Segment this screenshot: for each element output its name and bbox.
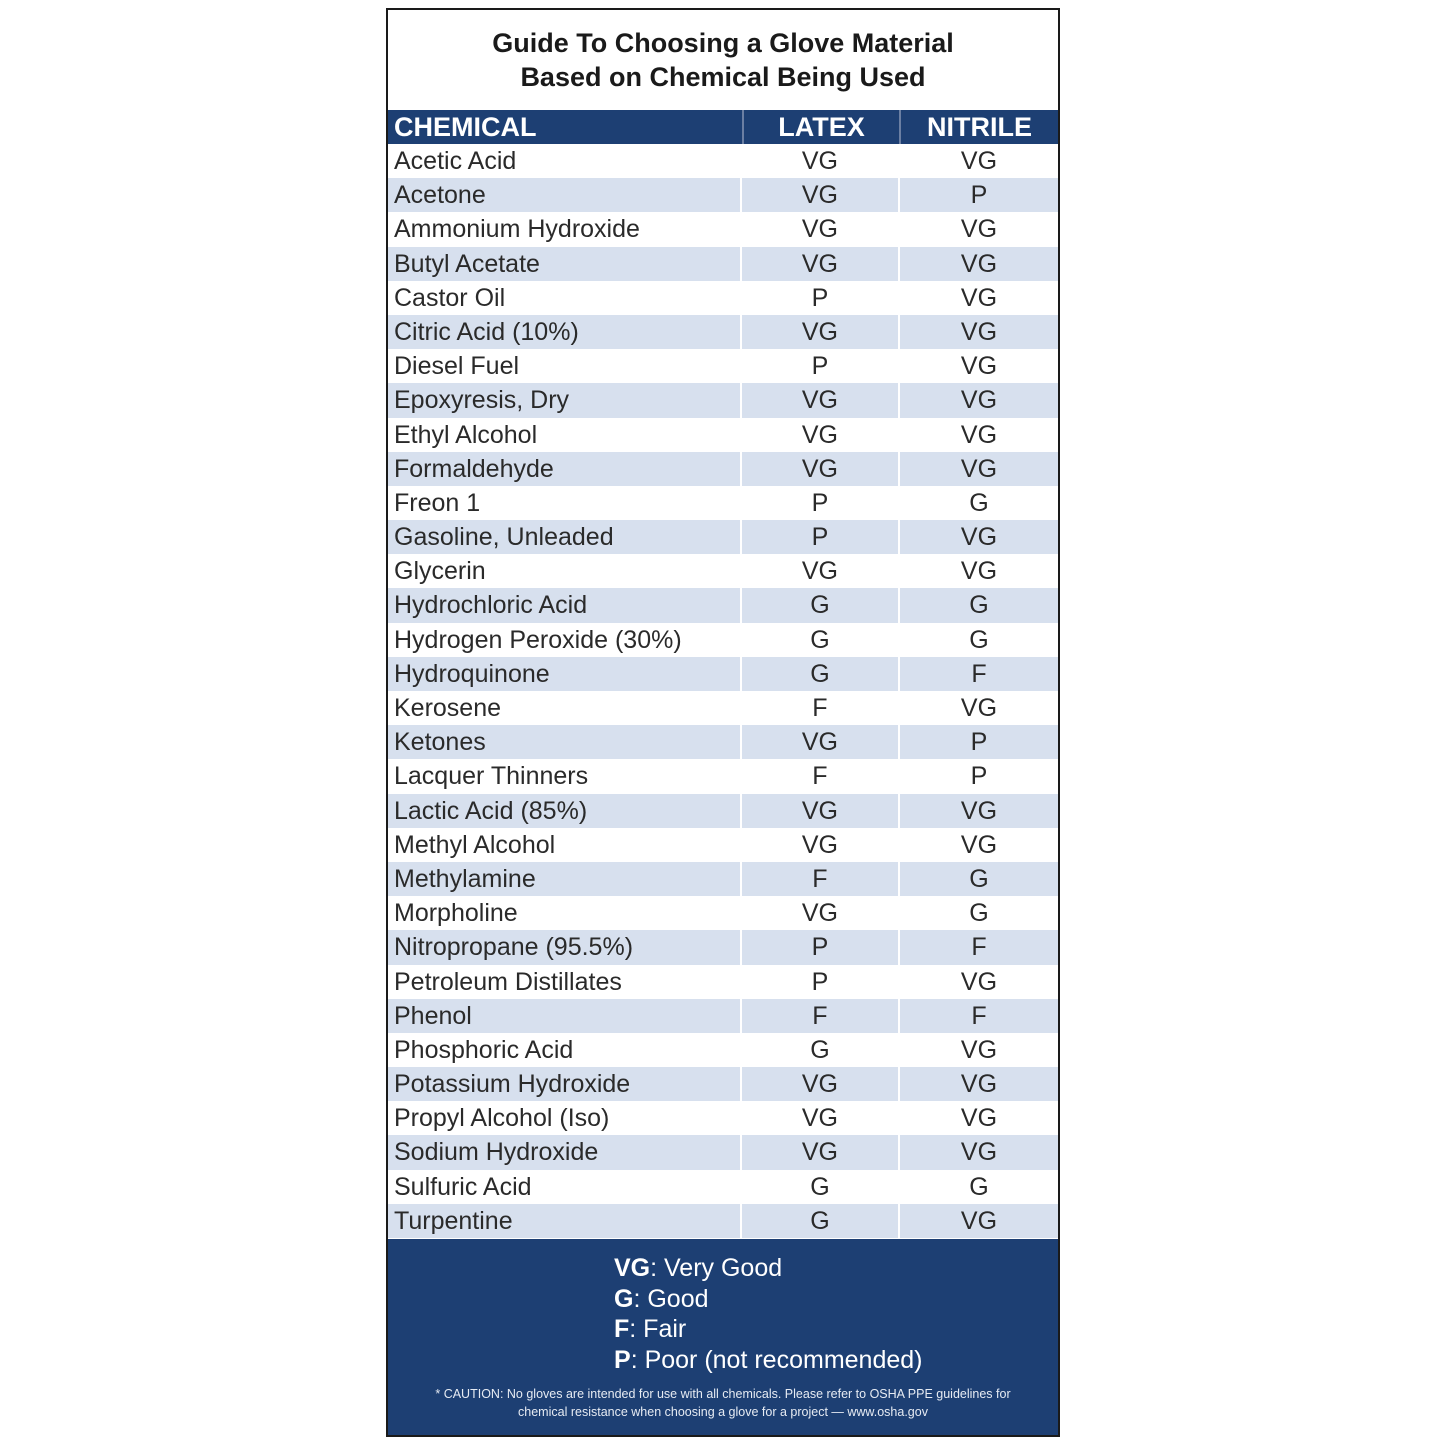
table-row bbox=[388, 144, 1058, 178]
cell-nitrile: VG bbox=[898, 1067, 1058, 1101]
table-row bbox=[388, 281, 1058, 315]
cell-chemical: Hydrochloric Acid bbox=[394, 591, 588, 620]
cell-chemical: Lactic Acid (85%) bbox=[394, 796, 588, 825]
cell-chemical: Sodium Hydroxide bbox=[394, 1138, 599, 1167]
cell-nitrile: G bbox=[898, 896, 1058, 930]
legend-item bbox=[614, 1345, 922, 1376]
cell-chemical: Diesel Fuel bbox=[394, 352, 520, 381]
cell-nitrile: VG bbox=[898, 383, 1058, 417]
legend-item bbox=[614, 1314, 922, 1345]
cell-latex: G bbox=[740, 623, 898, 657]
cell-nitrile: VG bbox=[898, 212, 1058, 246]
legend-item bbox=[614, 1284, 922, 1315]
cell-chemical: Castor Oil bbox=[394, 283, 506, 312]
chemical-resistance-table bbox=[388, 110, 1058, 1238]
cell-latex: VG bbox=[740, 452, 898, 486]
cell-nitrile: F bbox=[898, 657, 1058, 691]
legend-code: VG bbox=[614, 1254, 651, 1282]
table-row bbox=[388, 930, 1058, 964]
cell-nitrile: VG bbox=[898, 144, 1058, 178]
cell-nitrile: P bbox=[898, 725, 1058, 759]
table-row bbox=[388, 383, 1058, 417]
cell-latex: VG bbox=[740, 828, 898, 862]
legend-list bbox=[614, 1253, 922, 1375]
cell-nitrile: G bbox=[898, 486, 1058, 520]
cell-latex: VG bbox=[740, 383, 898, 417]
cell-latex: VG bbox=[740, 794, 898, 828]
cell-latex: G bbox=[740, 657, 898, 691]
cell-nitrile: G bbox=[898, 862, 1058, 896]
legend-description: : Poor (not recommended) bbox=[630, 1345, 923, 1374]
cell-chemical: Lacquer Thinners bbox=[394, 762, 589, 791]
cell-nitrile: G bbox=[898, 1170, 1058, 1204]
table-row bbox=[388, 828, 1058, 862]
cell-nitrile: P bbox=[898, 178, 1058, 212]
table-row bbox=[388, 349, 1058, 383]
cell-nitrile: VG bbox=[898, 1135, 1058, 1169]
cell-chemical: Citric Acid (10%) bbox=[394, 317, 579, 346]
cell-chemical: Methylamine bbox=[394, 864, 536, 893]
cell-nitrile: VG bbox=[898, 1101, 1058, 1135]
cell-nitrile: G bbox=[898, 623, 1058, 657]
cell-nitrile: VG bbox=[898, 418, 1058, 452]
cell-latex: G bbox=[740, 1204, 898, 1238]
cell-chemical: Kerosene bbox=[394, 694, 502, 722]
cell-nitrile: VG bbox=[898, 247, 1058, 281]
table-row bbox=[388, 1170, 1058, 1204]
cell-latex: P bbox=[740, 520, 898, 554]
table-row bbox=[388, 691, 1058, 725]
legend-description: : Very Good bbox=[650, 1254, 783, 1282]
table-row bbox=[388, 657, 1058, 691]
header-nitrile: NITRILE bbox=[899, 110, 1058, 144]
cell-nitrile: VG bbox=[898, 1204, 1058, 1238]
table-row bbox=[388, 759, 1058, 793]
cell-latex: P bbox=[740, 281, 898, 315]
cell-latex: G bbox=[740, 1170, 898, 1204]
header-latex: LATEX bbox=[742, 110, 899, 144]
cell-chemical: Hydroquinone bbox=[394, 659, 550, 688]
cell-latex: VG bbox=[740, 418, 898, 452]
legend-panel bbox=[388, 1239, 1058, 1435]
cell-chemical: Phenol bbox=[394, 1001, 472, 1030]
cell-latex: F bbox=[740, 759, 898, 793]
table-row bbox=[388, 725, 1058, 759]
legend-code: P bbox=[614, 1345, 631, 1374]
legend-item bbox=[614, 1253, 922, 1284]
cell-chemical: Acetone bbox=[394, 181, 486, 210]
title-line-2: Based on Chemical Being Used bbox=[520, 62, 926, 92]
cell-latex: VG bbox=[740, 247, 898, 281]
cell-nitrile: VG bbox=[898, 452, 1058, 486]
cell-chemical: Turpentine bbox=[394, 1206, 513, 1235]
legend-code: G bbox=[614, 1284, 634, 1313]
cell-chemical: Petroleum Distillates bbox=[394, 967, 622, 996]
cell-latex: VG bbox=[740, 1101, 898, 1135]
cell-nitrile: VG bbox=[898, 794, 1058, 828]
cell-chemical: Butyl Acetate bbox=[394, 249, 540, 278]
cell-latex: VG bbox=[740, 1135, 898, 1169]
table-body bbox=[388, 144, 1058, 1238]
cell-latex: VG bbox=[740, 896, 898, 930]
table-row bbox=[388, 588, 1058, 622]
table-row bbox=[388, 794, 1058, 828]
cell-nitrile: VG bbox=[898, 520, 1058, 554]
cell-nitrile: F bbox=[898, 930, 1058, 964]
cell-latex: VG bbox=[740, 725, 898, 759]
cell-chemical: Epoxyresis, Dry bbox=[394, 386, 570, 415]
table-row bbox=[388, 1204, 1058, 1238]
legend-description: : Fair bbox=[629, 1315, 687, 1343]
table-row bbox=[388, 554, 1058, 588]
table-row bbox=[388, 212, 1058, 246]
cell-chemical: Gasoline, Unleaded bbox=[394, 523, 614, 552]
cell-nitrile: VG bbox=[898, 315, 1058, 349]
cell-latex: G bbox=[740, 588, 898, 622]
cell-latex: P bbox=[740, 486, 898, 520]
cell-chemical: Ketones bbox=[394, 728, 486, 757]
table-row bbox=[388, 178, 1058, 212]
cell-chemical: Sulfuric Acid bbox=[394, 1172, 532, 1201]
table-row bbox=[388, 486, 1058, 520]
table-row bbox=[388, 623, 1058, 657]
caution-note: * CAUTION: No gloves are intended for use with all chemicals. Please refer to OSHA PPE guidelines for chemical resistance when choosing a glove for a project — www.osha.gov bbox=[435, 1387, 1011, 1419]
cell-latex: VG bbox=[740, 178, 898, 212]
cell-latex: VG bbox=[740, 1067, 898, 1101]
cell-chemical: Hydrogen Peroxide (30%) bbox=[394, 625, 682, 654]
table-row bbox=[388, 965, 1058, 999]
cell-latex: VG bbox=[740, 315, 898, 349]
table-row bbox=[388, 1067, 1058, 1101]
cell-chemical: Morpholine bbox=[394, 899, 518, 928]
cell-chemical: Acetic Acid bbox=[394, 147, 517, 175]
cell-chemical: Ammonium Hydroxide bbox=[394, 215, 640, 244]
cell-latex: VG bbox=[740, 144, 898, 178]
table-row bbox=[388, 999, 1058, 1033]
cell-latex: P bbox=[740, 965, 898, 999]
cell-nitrile: G bbox=[898, 588, 1058, 622]
cell-latex: VG bbox=[740, 554, 898, 588]
page-title bbox=[388, 10, 1058, 110]
cell-nitrile: F bbox=[898, 999, 1058, 1033]
cell-chemical: Formaldehyde bbox=[394, 454, 554, 483]
cell-latex: F bbox=[740, 999, 898, 1033]
table-row bbox=[388, 452, 1058, 486]
legend-code: F bbox=[614, 1315, 630, 1343]
table-row bbox=[388, 1033, 1058, 1067]
title-line-1: Guide To Choosing a Glove Material bbox=[492, 28, 954, 58]
cell-nitrile: P bbox=[898, 759, 1058, 793]
header-chemical: CHEMICAL bbox=[394, 112, 537, 142]
cell-latex: P bbox=[740, 930, 898, 964]
cell-chemical: Ethyl Alcohol bbox=[394, 420, 538, 449]
cell-chemical: Propyl Alcohol (Iso) bbox=[394, 1104, 610, 1133]
cell-chemical: Phosphoric Acid bbox=[394, 1035, 574, 1064]
table-row bbox=[388, 1135, 1058, 1169]
cell-nitrile: VG bbox=[898, 281, 1058, 315]
cell-nitrile: VG bbox=[898, 828, 1058, 862]
table-row bbox=[388, 418, 1058, 452]
cell-chemical: Methyl Alcohol bbox=[394, 830, 556, 859]
legend-description: : Good bbox=[633, 1284, 709, 1313]
cell-chemical: Freon 1 bbox=[394, 488, 481, 517]
cell-latex: G bbox=[740, 1033, 898, 1067]
table-row bbox=[388, 896, 1058, 930]
cell-nitrile: VG bbox=[898, 691, 1058, 725]
cell-nitrile: VG bbox=[898, 349, 1058, 383]
cell-latex: P bbox=[740, 349, 898, 383]
table-row bbox=[388, 247, 1058, 281]
cell-nitrile: VG bbox=[898, 965, 1058, 999]
table-row bbox=[388, 862, 1058, 896]
cell-chemical: Glycerin bbox=[394, 557, 486, 586]
cell-latex: F bbox=[740, 691, 898, 725]
table-row bbox=[388, 520, 1058, 554]
table-row bbox=[388, 315, 1058, 349]
cell-chemical: Potassium Hydroxide bbox=[394, 1070, 631, 1099]
table-row bbox=[388, 1101, 1058, 1135]
cell-latex: F bbox=[740, 862, 898, 896]
cell-nitrile: VG bbox=[898, 554, 1058, 588]
glove-guide-card bbox=[386, 8, 1060, 1437]
table-header bbox=[388, 110, 1058, 144]
cell-chemical: Nitropropane (95.5%) bbox=[394, 933, 634, 962]
cell-nitrile: VG bbox=[898, 1033, 1058, 1067]
cell-latex: VG bbox=[740, 212, 898, 246]
